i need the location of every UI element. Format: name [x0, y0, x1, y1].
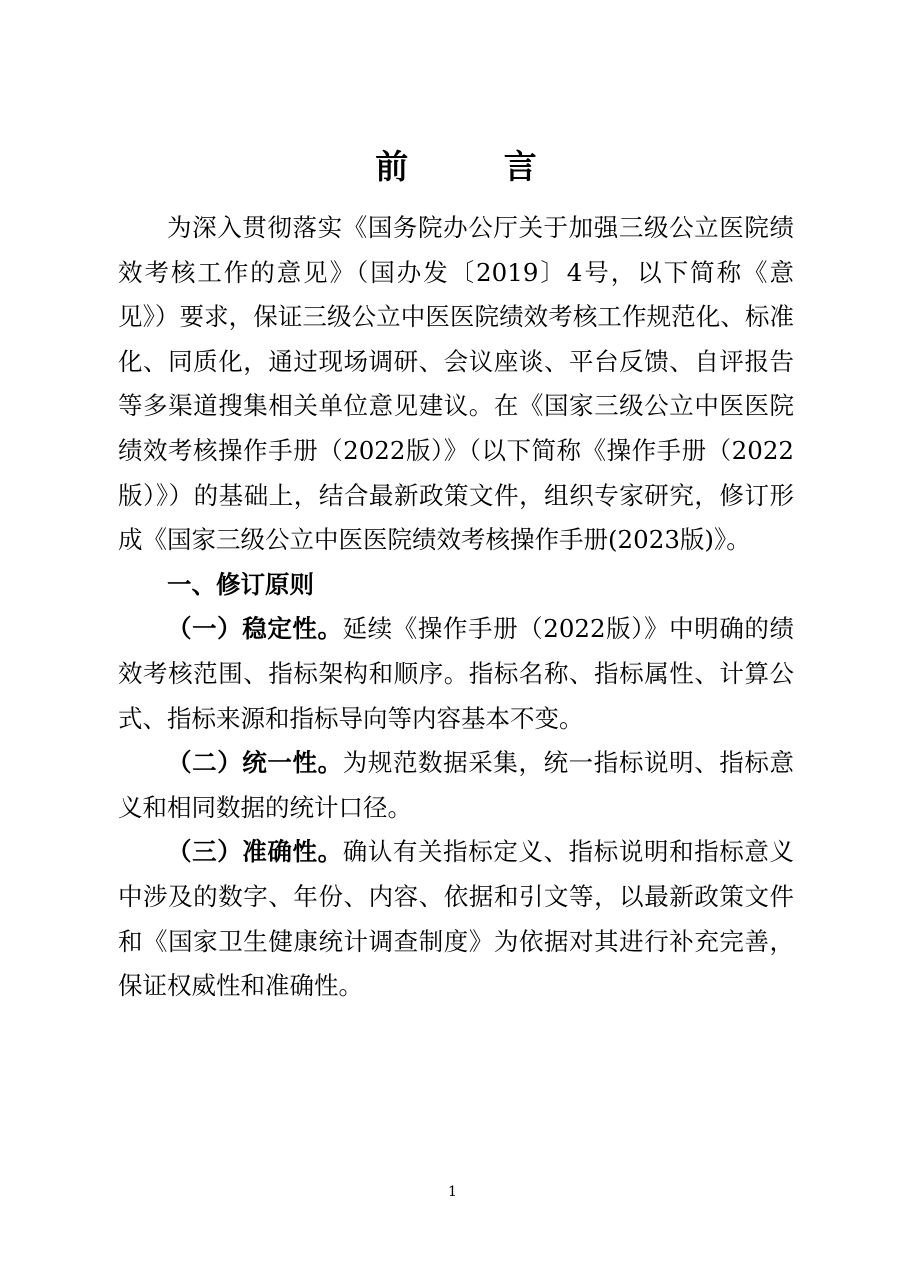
document-body [118, 206, 794, 1009]
principle-text: 为规范数据采集，统一指标说明、指标意义和相同数据的统计口径。 [118, 748, 795, 822]
principle-lead: （二）统一性。 [167, 748, 343, 778]
section-heading: 一、修订原则 [167, 569, 314, 599]
principle-paragraph-accuracy [118, 830, 794, 1008]
page-number: 1 [448, 1184, 457, 1200]
principle-lead: （三）准确性。 [167, 837, 343, 867]
principle-text: 确认有关指标定义、指标说明和指标意义中涉及的数字、年份、内容、依据和引文等，以最新政策文件和《国家卫生健康统计调查制度》为依据对其进行补充完善，保证权威性和准确性。 [118, 837, 795, 1001]
principle-paragraph-unity [118, 741, 794, 830]
principle-text: 延续《操作手册（2022版）》中明确的绩效考核范围、指标架构和顺序。指标名称、指标属性、计算公式、指标来源和指标导向等内容基本不变。 [118, 614, 794, 733]
page-title: 前 言 [375, 147, 579, 186]
principle-lead: （一）稳定性。 [167, 614, 343, 644]
intro-paragraph: 为深入贯彻落实《国务院办公厅关于加强三级公立医院绩效考核工作的意见》（国办发〔2019〕4号，以下简称《意见》）要求，保证三级公立中医医院绩效考核工作规范化、标准化、同质化，通过现场调研、会议座谈、平台反馈、自评报告等多渠道搜集相关单位意见建议。在《国家三级公立中医医院绩效考核操作手册（2022版）》（以下简称《操作手册（2022版）》）的基础上，结合最新政策文件，组织专家研究，修订形成《国家三级公立中医医院绩效考核操作手册(2023版)》。 [118, 213, 794, 555]
principle-paragraph-stability [118, 607, 794, 741]
